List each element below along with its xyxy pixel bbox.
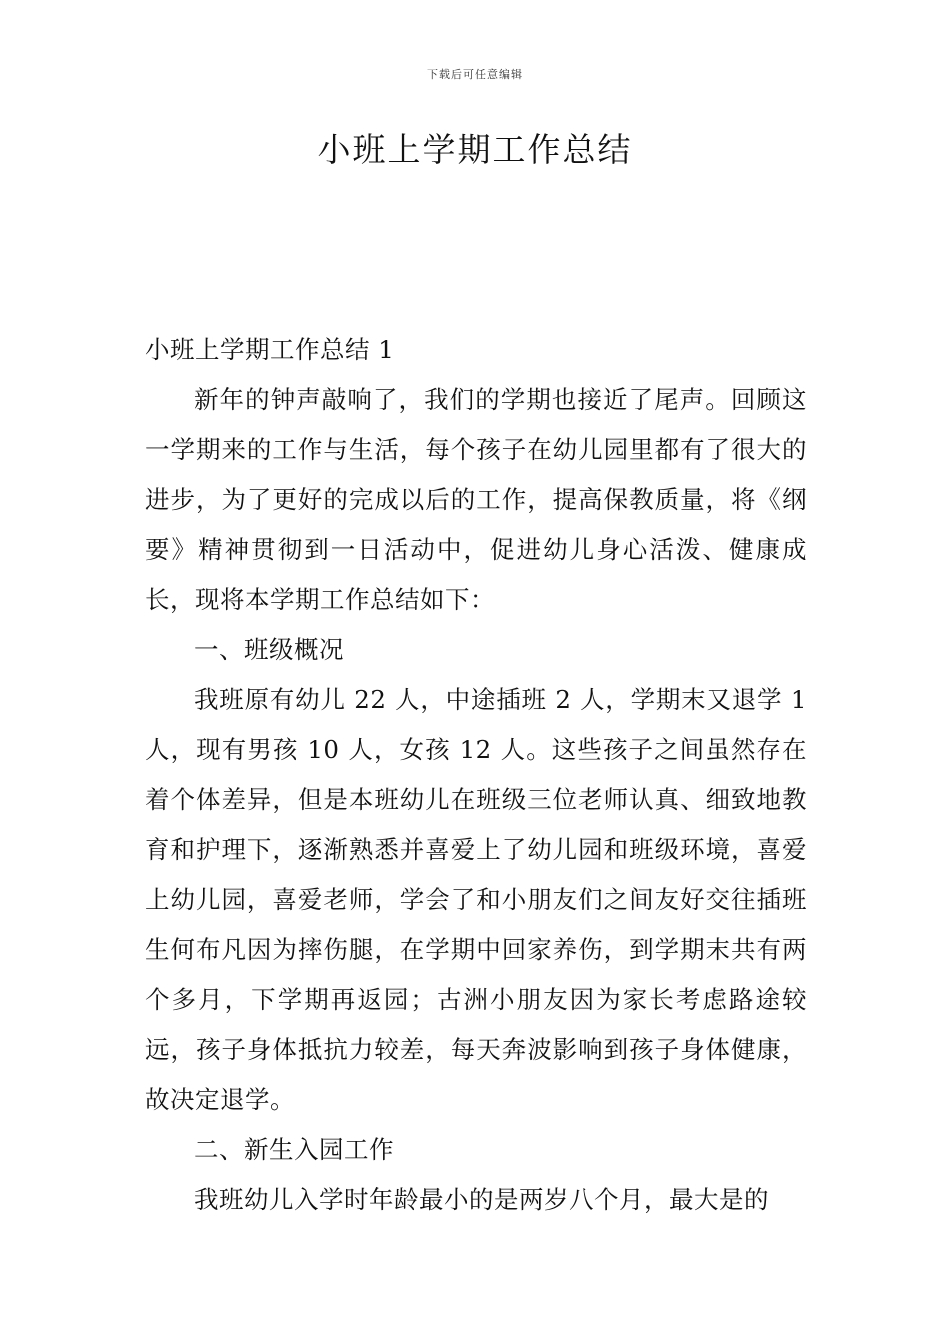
class-overview-paragraph: 我班原有幼儿 22 人，中途插班 2 人，学期末又退学 1 人，现有男孩 10 人，女孩 12 人。这些孩子之间虽然存在着个体差异，但是本班幼儿在班级三位老师认真、细致地教育和护理下，逐渐熟悉并喜爱上了幼儿园和班级环境，喜爱上幼儿园，喜爱老师，学会了和小朋友们之间友好交往插班生何布凡因为摔伤腿，在学期中回家养伤，到学期末共有两个多月，下学期再返园；古洲小朋友因为家长考虑路途较远，孩子身体抵抗力较差，每天奔波影响到孩子身体健康，故决定退学。 bbox=[145, 685, 807, 1114]
document-title: 小班上学期工作总结 bbox=[317, 130, 633, 169]
document-body bbox=[145, 325, 807, 1225]
new-student-paragraph: 我班幼儿入学时年龄最小的是两岁八个月，最大是的 bbox=[194, 1185, 769, 1214]
subheading-class-overview: 一、班级概况 bbox=[194, 635, 344, 664]
header-note: 下载后可任意编辑 bbox=[427, 68, 523, 81]
intro-paragraph: 新年的钟声敲响了，我们的学期也接近了尾声。回顾这一学期来的工作与生活，每个孩子在幼儿园里都有了很大的进步，为了更好的完成以后的工作，提高保教质量，将《纲要》精神贯彻到一日活动中，促进幼儿身心活泼、健康成长，现将本学期工作总结如下： bbox=[145, 385, 807, 614]
section-heading: 小班上学期工作总结 1 bbox=[145, 335, 395, 364]
subheading-new-student-work: 二、新生入园工作 bbox=[194, 1135, 394, 1164]
